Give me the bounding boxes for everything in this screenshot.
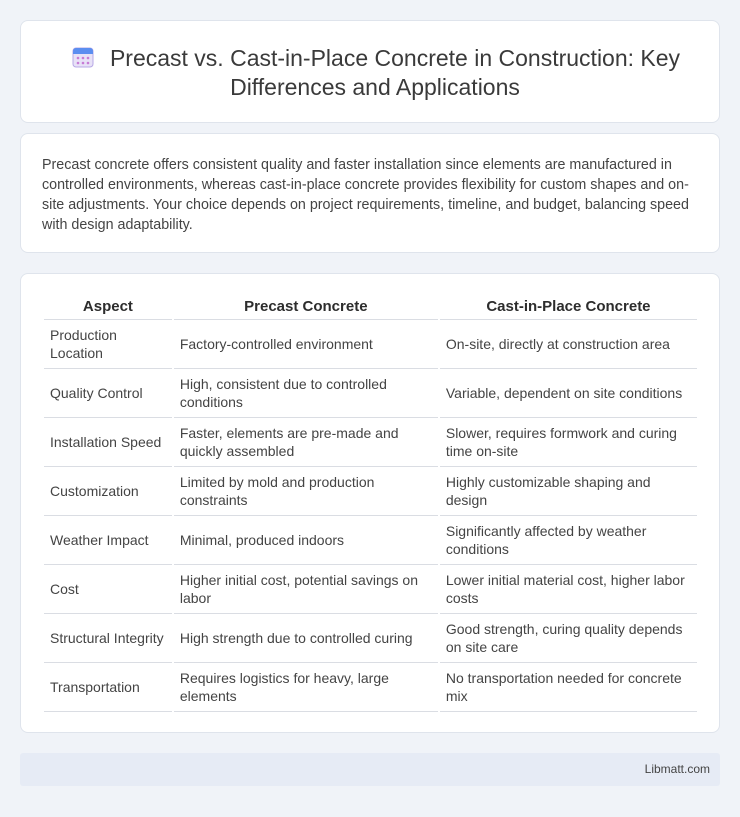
table-row	[44, 369, 697, 418]
precast-cell: Limited by mold and production constraints	[174, 467, 438, 516]
table-row	[44, 418, 697, 467]
precast-cell: Higher initial cost, potential savings on labor	[174, 565, 438, 614]
cast-in-place-cell: No transportation needed for concrete mix	[440, 663, 697, 712]
table-row	[44, 320, 697, 369]
table-row	[44, 467, 697, 516]
aspect-cell: Cost	[44, 565, 172, 614]
header-aspect: Aspect	[44, 296, 172, 320]
precast-cell: Requires logistics for heavy, large elements	[174, 663, 438, 712]
page-title: Precast vs. Cast-in-Place Concrete in Construction: Key Differences and Applications	[109, 45, 681, 100]
header-precast: Precast Concrete	[174, 296, 438, 320]
page-title-row	[51, 44, 699, 102]
aspect-cell: Weather Impact	[44, 516, 172, 565]
title-card	[20, 20, 720, 123]
table-row	[44, 516, 697, 565]
cast-in-place-cell: Highly customizable shaping and design	[440, 467, 697, 516]
table-header-row	[44, 296, 697, 320]
footer	[20, 753, 720, 786]
calendar-icon	[70, 44, 96, 70]
aspect-cell: Production Location	[44, 320, 172, 369]
cast-in-place-cell: Slower, requires formwork and curing time on-site	[440, 418, 697, 467]
aspect-cell: Transportation	[44, 663, 172, 712]
table-row	[44, 565, 697, 614]
precast-cell: Faster, elements are pre-made and quickly assembled	[174, 418, 438, 467]
table-row	[44, 663, 697, 712]
aspect-cell: Installation Speed	[44, 418, 172, 467]
precast-cell: Factory-controlled environment	[174, 320, 438, 369]
cast-in-place-cell: Variable, dependent on site conditions	[440, 369, 697, 418]
precast-cell: High, consistent due to controlled conditions	[174, 369, 438, 418]
header-cast-in-place: Cast-in-Place Concrete	[440, 296, 697, 320]
cast-in-place-cell: Lower initial material cost, higher labor costs	[440, 565, 697, 614]
cast-in-place-cell: On-site, directly at construction area	[440, 320, 697, 369]
precast-cell: Minimal, produced indoors	[174, 516, 438, 565]
cast-in-place-cell: Good strength, curing quality depends on site care	[440, 614, 697, 663]
precast-cell: High strength due to controlled curing	[174, 614, 438, 663]
comparison-table	[42, 296, 699, 712]
aspect-cell: Customization	[44, 467, 172, 516]
aspect-cell: Quality Control	[44, 369, 172, 418]
comparison-card	[20, 273, 720, 733]
aspect-cell: Structural Integrity	[44, 614, 172, 663]
intro-card	[20, 133, 720, 253]
cast-in-place-cell: Significantly affected by weather conditions	[440, 516, 697, 565]
intro-paragraph: Precast concrete offers consistent quality and faster installation since elements are manufactured in controlled environments, whereas cast-in-place concrete provides flexibility for custom shapes and on-site adjustments. Your choice depends on project requirements, timeline, and budget, balancing speed with design adaptability.	[42, 157, 689, 233]
table-row	[44, 614, 697, 663]
footer-site-label: Libmatt.com	[644, 762, 710, 776]
